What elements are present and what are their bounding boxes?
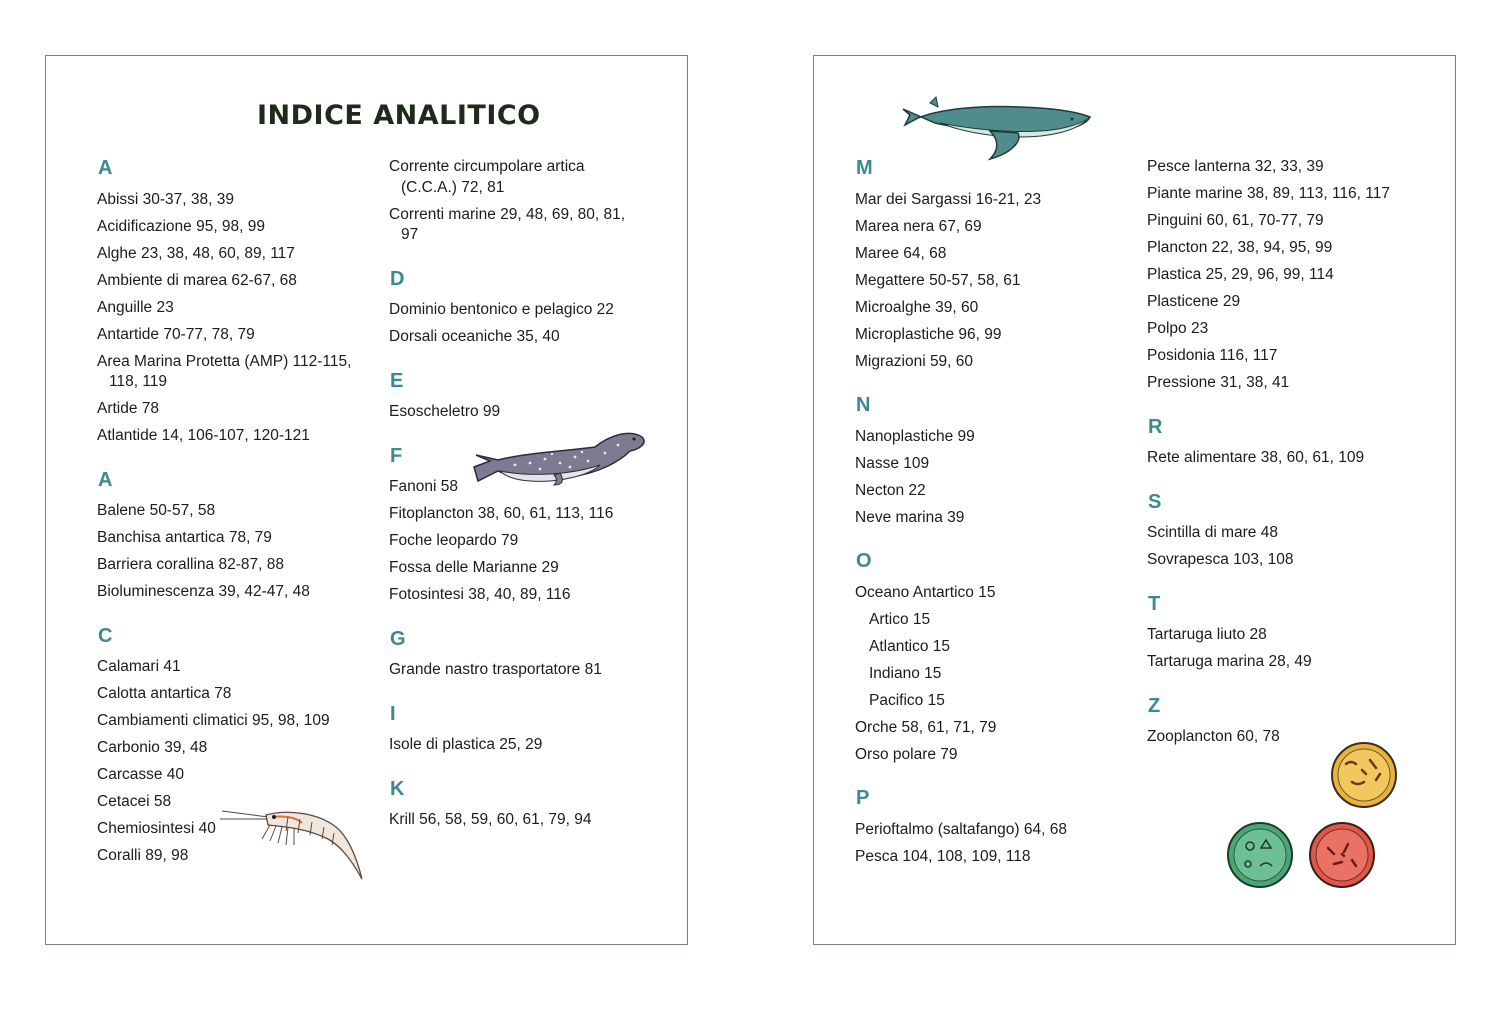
right-col1-index-entry: Orche 58, 61, 71, 79 bbox=[855, 718, 997, 736]
left-col2-letter-heading: D bbox=[390, 267, 405, 290]
right-col1-index-entry: Artico 15 bbox=[869, 610, 931, 628]
left-col2-index-entry: Correnti marine 29, 48, 69, 80, 81, 97 bbox=[389, 205, 626, 243]
left-col1-index-entry: Calamari 41 bbox=[97, 658, 181, 675]
right-col2-index-entry: Pinguini 60, 61, 70-77, 79 bbox=[1147, 212, 1324, 229]
left-col1-index-entry: Chemiosintesi 40 bbox=[97, 820, 216, 837]
left-col2-letter-heading: G bbox=[390, 627, 406, 650]
left-col1-index-entry: Ambiente di marea 62-67, 68 bbox=[97, 271, 297, 289]
left-page-column-2 bbox=[389, 157, 639, 831]
left-col2-index-entry: Fitoplancton 38, 60, 61, 113, 116 bbox=[389, 505, 614, 522]
left-col1-index-entry: Carcasse 40 bbox=[97, 766, 185, 783]
plankton-illustration bbox=[1220, 740, 1405, 890]
right-col1-index-entry: Maree 64, 68 bbox=[855, 244, 947, 262]
left-col2-index-entry: Fossa delle Marianne 29 bbox=[389, 559, 559, 576]
right-col1-index-entry: Migrazioni 59, 60 bbox=[855, 352, 974, 370]
left-col2-index-entry: Foche leopardo 79 bbox=[389, 532, 519, 549]
index-title: INDICE ANALITICO bbox=[257, 100, 541, 131]
right-col2-letter-heading: Z bbox=[1148, 694, 1161, 717]
left-col1-index-entry: Coralli 89, 98 bbox=[97, 847, 189, 864]
right-col1-index-entry: Oceano Antartico 15 bbox=[855, 583, 996, 601]
left-col1-index-entry: Acidificazione 95, 98, 99 bbox=[97, 217, 266, 235]
left-col1-index-entry: Cambiamenti climatici 95, 98, 109 bbox=[97, 712, 330, 729]
right-col1-index-entry: Pacifico 15 bbox=[869, 691, 945, 709]
right-col2-index-entry: Posidonia 116, 117 bbox=[1147, 347, 1278, 364]
right-col2-index-entry: Pressione 31, 38, 41 bbox=[1147, 374, 1290, 391]
right-col1-index-entry: Nanoplastiche 99 bbox=[855, 427, 975, 445]
right-col1-index-entry: Necton 22 bbox=[855, 481, 926, 499]
right-col2-index-entry: Plastica 25, 29, 96, 99, 114 bbox=[1147, 266, 1334, 283]
right-col2-index-entry: Tartaruga marina 28, 49 bbox=[1147, 653, 1312, 670]
left-page-column-1 bbox=[97, 157, 382, 867]
right-col1-index-entry: Pesca 104, 108, 109, 118 bbox=[855, 847, 1031, 865]
left-col2-index-entry: Fotosintesi 38, 40, 89, 116 bbox=[389, 586, 571, 603]
right-col2-index-entry: Polpo 23 bbox=[1147, 320, 1209, 337]
right-col2-index-entry: Rete alimentare 38, 60, 61, 109 bbox=[1147, 449, 1365, 466]
left-col1-letter-heading: A bbox=[98, 157, 113, 179]
left-col2-letter-heading: I bbox=[390, 702, 396, 725]
left-col1-index-entry: Calotta antartica 78 bbox=[97, 685, 232, 702]
left-col1-index-entry: Bioluminescenza 39, 42-47, 48 bbox=[97, 583, 310, 600]
left-col2-index-entry: Dominio bentonico e pelagico 22 bbox=[389, 301, 614, 318]
left-col1-letter-heading: A bbox=[98, 468, 113, 491]
right-col1-index-entry: Marea nera 67, 69 bbox=[855, 217, 982, 235]
right-col1-index-entry: Microalghe 39, 60 bbox=[855, 298, 979, 316]
left-col2-index-entry: Dorsali oceaniche 35, 40 bbox=[389, 328, 560, 345]
left-col1-index-entry: Barriera corallina 82-87, 88 bbox=[97, 556, 284, 573]
humpback-whale-illustration bbox=[900, 95, 1095, 165]
left-col2-index-entry: Fanoni 58 bbox=[389, 478, 458, 495]
left-col2-index-entry: Isole di plastica 25, 29 bbox=[389, 736, 543, 753]
right-col2-index-entry: Plancton 22, 38, 94, 95, 99 bbox=[1147, 239, 1333, 256]
right-col1-index-entry: Megattere 50-57, 58, 61 bbox=[855, 271, 1021, 289]
left-col1-index-entry: Balene 50-57, 58 bbox=[97, 502, 216, 519]
left-col1-index-entry: Cetacei 58 bbox=[97, 793, 172, 810]
left-col2-letter-heading: E bbox=[390, 369, 404, 392]
left-col2-index-entry: Esoscheletro 99 bbox=[389, 403, 501, 420]
right-col1-index-entry: Microplastiche 96, 99 bbox=[855, 325, 1002, 343]
left-col1-index-entry: Abissi 30-37, 38, 39 bbox=[97, 190, 235, 208]
right-col2-index-entry: Zooplancton 60, 78 bbox=[1147, 728, 1280, 745]
left-col1-index-entry: Area Marina Protetta (AMP) 112-115, 118, 119 bbox=[97, 352, 352, 390]
left-col1-index-entry: Atlantide 14, 106-107, 120-121 bbox=[97, 427, 310, 444]
right-col1-index-entry: Neve marina 39 bbox=[855, 508, 965, 526]
right-col1-letter-heading: O bbox=[856, 550, 872, 572]
right-col1-letter-heading: P bbox=[856, 787, 870, 809]
right-col2-letter-heading: T bbox=[1148, 592, 1161, 615]
right-col1-index-entry: Nasse 109 bbox=[855, 454, 930, 472]
right-col1-index-entry: Orso polare 79 bbox=[855, 745, 958, 763]
right-col2-index-entry: Plasticene 29 bbox=[1147, 293, 1241, 310]
left-col2-index-entry: Corrente circumpolare artica (C.C.A.) 72, 81 bbox=[389, 158, 585, 196]
right-page-column-2 bbox=[1147, 157, 1407, 748]
left-col1-index-entry: Carbonio 39, 48 bbox=[97, 739, 208, 756]
right-col2-index-entry: Pesce lanterna 32, 33, 39 bbox=[1147, 158, 1324, 175]
left-col1-letter-heading: C bbox=[98, 624, 113, 647]
right-col2-letter-heading: S bbox=[1148, 490, 1162, 513]
leopard-seal-illustration bbox=[470, 425, 650, 487]
left-col1-index-entry: Artide 78 bbox=[97, 400, 160, 417]
right-col1-index-entry: Atlantico 15 bbox=[869, 637, 950, 655]
right-col1-index-entry: Perioftalmo (saltafango) 64, 68 bbox=[855, 820, 1067, 838]
right-col1-index-entry: Indiano 15 bbox=[869, 664, 942, 682]
left-col2-index-entry: Krill 56, 58, 59, 60, 61, 79, 94 bbox=[389, 811, 592, 828]
right-col2-index-entry: Tartaruga liuto 28 bbox=[1147, 626, 1267, 643]
right-col2-letter-heading: R bbox=[1148, 415, 1163, 438]
left-col1-index-entry: Anguille 23 bbox=[97, 298, 174, 316]
left-col2-letter-heading: F bbox=[390, 444, 403, 467]
right-col2-index-entry: Piante marine 38, 89, 113, 116, 117 bbox=[1147, 185, 1391, 202]
right-col1-letter-heading: M bbox=[856, 157, 873, 179]
right-col2-index-entry: Sovrapesca 103, 108 bbox=[1147, 551, 1294, 568]
right-col1-index-entry: Mar dei Sargassi 16-21, 23 bbox=[855, 190, 1042, 208]
right-page-column-1 bbox=[855, 157, 1125, 867]
right-col1-letter-heading: N bbox=[856, 394, 871, 416]
left-col2-index-entry: Grande nastro trasportatore 81 bbox=[389, 661, 602, 678]
krill-illustration bbox=[218, 805, 368, 885]
left-col1-index-entry: Banchisa antartica 78, 79 bbox=[97, 529, 272, 546]
left-col2-letter-heading: K bbox=[390, 777, 405, 800]
left-col1-index-entry: Alghe 23, 38, 48, 60, 89, 117 bbox=[97, 244, 295, 262]
left-col1-index-entry: Antartide 70-77, 78, 79 bbox=[97, 325, 255, 343]
right-col2-index-entry: Scintilla di mare 48 bbox=[1147, 524, 1278, 541]
